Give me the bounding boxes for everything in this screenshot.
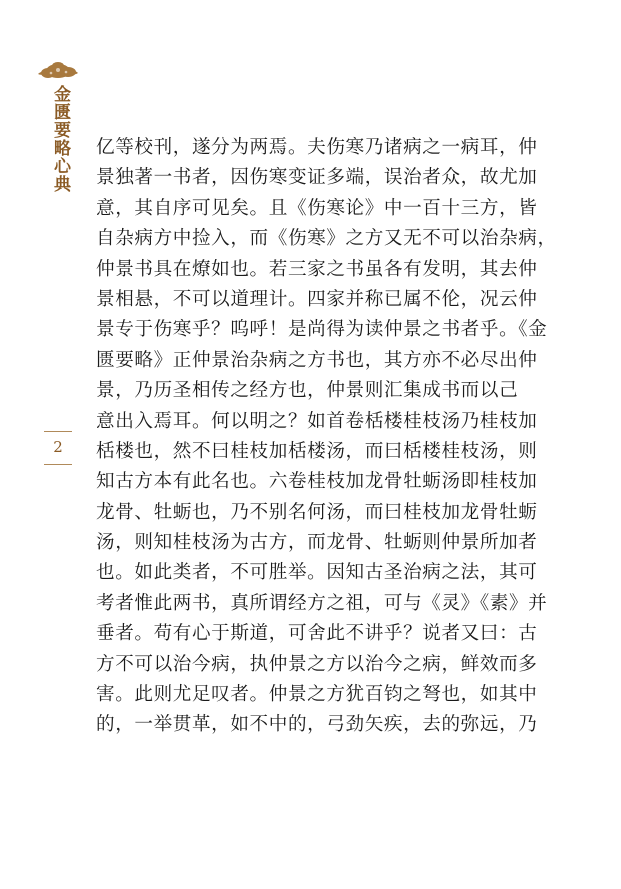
text-line: 方不可以治今病，执仲景之方以治今之病，鲜效而多 — [96, 653, 538, 675]
text-line: 意，其自序可见矣。且《伤寒论》中一百十三方，皆 — [96, 197, 538, 219]
page-number-bottom-rule — [44, 464, 72, 465]
text-line: 害。此则尤足叹者。仲景之方犹百钧之弩也，如其中 — [96, 684, 538, 706]
text-line: 景，乃历圣相传之经方也，仲景则汇集成书而以己 — [96, 380, 519, 402]
text-line: 龙骨、牡蛎也，乃不别名何汤，而曰桂枝加龙骨牡蛎 — [96, 501, 538, 523]
text-line: 意出入焉耳。何以明之？如首卷栝楼桂枝汤乃桂枝加 — [96, 410, 538, 432]
text-line: 也。如此类者，不可胜举。因知古圣治病之法，其可 — [96, 562, 538, 584]
cloud-ornament-icon — [36, 60, 80, 80]
text-line: 自杂病方中捡入，而《伤寒》之方又无不可以治杂病， — [96, 228, 557, 250]
text-line: 垂者。苟有心于斯道，可舍此不讲乎？说者又曰：古 — [96, 623, 538, 645]
page-number-top-rule — [44, 431, 72, 432]
text-line: 匮要略》正仲景治杂病之方书也，其方亦不必尽出仲 — [96, 349, 538, 371]
book-title: 金匮要略心典 — [50, 85, 70, 193]
text-line: 亿等校刊，遂分为两焉。夫伤寒乃诸病之一病耳，仲 — [96, 137, 538, 158]
page-number-block — [44, 431, 72, 465]
text-line: 景相悬，不可以道理计。四家并称已属不伦，况云仲 — [96, 288, 538, 310]
text-line: 景专于伤寒乎？呜呼！是尚得为读仲景之书者乎。《金 — [96, 319, 548, 341]
text-line: 仲景书具在燎如也。若三家之书虽各有发明，其去仲 — [96, 258, 538, 280]
text-line: 的，一举贯革，如不中的，弓劲矢疾，去的弥远，乃 — [96, 714, 538, 736]
text-line: 汤，则知桂枝汤为古方，而龙骨、牡蛎则仲景所加者 — [96, 532, 538, 554]
text-line: 知古方本有此名也。六卷桂枝加龙骨牡蛎汤即桂枝加 — [96, 471, 538, 493]
page-number: 2 — [53, 438, 63, 456]
text-line: 栝楼也，然不曰桂枝加栝楼汤，而曰栝楼桂枝汤，则 — [96, 440, 538, 462]
body-text — [96, 133, 557, 741]
text-line: 考者惟此两书，真所谓经方之祖，可与《灵》《素》并 — [96, 592, 548, 614]
text-line: 景独著一书者，因伤寒变证多端，误治者众，故尤加 — [96, 167, 538, 189]
